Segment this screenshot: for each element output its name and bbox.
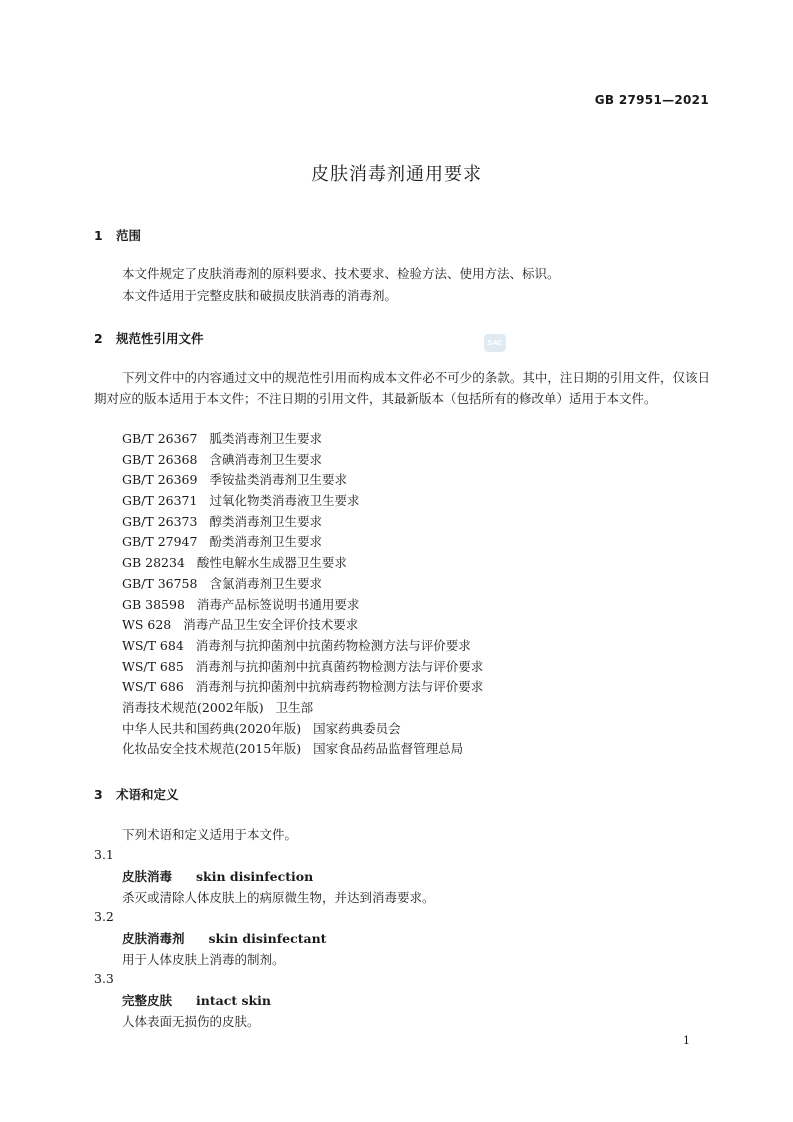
section-number: 1 bbox=[94, 228, 103, 243]
reference-title: 消毒剂与抗抑菌剂中抗病毒药物检测方法与评价要求 bbox=[195, 679, 484, 695]
reference-title: 国家食品药品监督管理总局 bbox=[313, 741, 464, 757]
reference-title: 胍类消毒剂卫生要求 bbox=[209, 431, 322, 446]
reference-title: 卫生部 bbox=[275, 699, 314, 715]
reference-title: 国家药典委员会 bbox=[313, 720, 401, 736]
page-number: 1 bbox=[683, 1034, 690, 1047]
term-english: intact skin bbox=[196, 993, 271, 1008]
section-1-heading bbox=[94, 226, 141, 244]
section-title: 规范性引用文件 bbox=[116, 331, 204, 346]
term-chinese: 皮肤消毒 bbox=[122, 869, 173, 884]
reference-item bbox=[122, 532, 483, 553]
reference-code: WS/T 685 bbox=[122, 658, 184, 674]
reference-code: GB/T 26367 bbox=[122, 431, 198, 446]
term-number: 3.1 bbox=[94, 847, 114, 862]
reference-title: 消毒剂与抗抑菌剂中抗真菌药物检测方法与评价要求 bbox=[195, 658, 484, 674]
reference-item bbox=[122, 657, 483, 678]
reference-item bbox=[122, 595, 483, 616]
reference-code: WS 628 bbox=[122, 617, 172, 633]
reference-item bbox=[122, 574, 483, 595]
reference-item bbox=[122, 636, 483, 657]
normative-references-intro: 下列文件中的内容通过文中的规范性引用而构成本文件必不可少的条款。其中，注日期的引用文件，仅该日期对应的版本适用于本文件；不注日期的引用文件，其最新版本（包括所有的修改单）适用于本文件。 bbox=[94, 370, 710, 406]
section-title: 术语和定义 bbox=[116, 787, 179, 802]
section-3-heading bbox=[94, 785, 179, 803]
reference-code: WS/T 684 bbox=[122, 637, 184, 653]
reference-item bbox=[122, 429, 483, 450]
reference-code: GB 38598 bbox=[122, 596, 185, 612]
term-english: skin disinfectant bbox=[208, 931, 327, 946]
term-definition: 人体表面无损伤的皮肤。 bbox=[122, 1014, 260, 1029]
section-number: 2 bbox=[94, 331, 103, 346]
reference-item bbox=[122, 470, 483, 491]
sac-watermark: SAC bbox=[484, 334, 506, 352]
reference-code: GB/T 26371 bbox=[122, 493, 198, 509]
scope-paragraph-1: 本文件规定了皮肤消毒剂的原料要求、技术要求、检验方法、使用方法、标识。 bbox=[122, 266, 560, 281]
term-number: 3.3 bbox=[94, 971, 114, 986]
section-number: 3 bbox=[94, 787, 103, 802]
reference-item bbox=[122, 677, 483, 698]
reference-code: 消毒技术规范(2002年版) bbox=[122, 699, 264, 715]
reference-item bbox=[122, 615, 483, 636]
term-heading bbox=[122, 991, 271, 1009]
term-heading bbox=[122, 867, 313, 885]
reference-title: 过氧化物类消毒液卫生要求 bbox=[209, 493, 360, 509]
reference-title: 醇类消毒剂卫生要求 bbox=[209, 513, 322, 529]
reference-item bbox=[122, 491, 483, 512]
reference-item bbox=[122, 553, 483, 574]
term-number: 3.2 bbox=[94, 909, 114, 924]
term-definition: 用于人体皮肤上消毒的制剂。 bbox=[122, 952, 285, 967]
term-chinese: 皮肤消毒剂 bbox=[122, 931, 185, 946]
reference-title: 酚类消毒剂卫生要求 bbox=[209, 534, 322, 550]
reference-item bbox=[122, 719, 483, 740]
reference-title: 季铵盐类消毒剂卫生要求 bbox=[209, 472, 347, 488]
document-title: 皮肤消毒剂通用要求 bbox=[311, 164, 482, 185]
reference-code: 化妆品安全技术规范(2015年版) bbox=[122, 741, 302, 757]
reference-code: GB/T 26369 bbox=[122, 472, 198, 488]
scope-paragraph-2: 本文件适用于完整皮肤和破损皮肤消毒的消毒剂。 bbox=[122, 288, 398, 303]
term-chinese: 完整皮肤 bbox=[122, 993, 173, 1008]
reference-item bbox=[122, 698, 483, 719]
reference-code: GB/T 36758 bbox=[122, 575, 198, 591]
reference-title: 含氯消毒剂卫生要求 bbox=[209, 575, 322, 591]
reference-title: 含碘消毒剂卫生要求 bbox=[209, 451, 322, 467]
standard-number: GB 27951—2021 bbox=[594, 93, 709, 107]
reference-code: GB/T 26368 bbox=[122, 451, 198, 467]
section-title: 范围 bbox=[116, 228, 142, 243]
term-english: skin disinfection bbox=[196, 869, 314, 884]
terms-intro: 下列术语和定义适用于本文件。 bbox=[122, 827, 298, 842]
section-2-heading bbox=[94, 329, 204, 347]
reference-title: 消毒剂与抗抑菌剂中抗菌药物检测方法与评价要求 bbox=[195, 637, 471, 653]
term-definition: 杀灭或清除人体皮肤上的病原微生物，并达到消毒要求。 bbox=[122, 890, 435, 905]
reference-title: 消毒产品标签说明书通用要求 bbox=[196, 596, 360, 612]
reference-title: 消毒产品卫生安全评价技术要求 bbox=[183, 617, 359, 633]
reference-code: WS/T 686 bbox=[122, 679, 184, 695]
reference-list bbox=[122, 429, 483, 760]
reference-code: 中华人民共和国药典(2020年版) bbox=[122, 720, 302, 736]
reference-title: 酸性电解水生成器卫生要求 bbox=[196, 555, 347, 571]
term-heading bbox=[122, 929, 326, 947]
reference-code: GB/T 27947 bbox=[122, 534, 198, 550]
reference-item bbox=[122, 450, 483, 471]
reference-item bbox=[122, 739, 483, 760]
reference-code: GB/T 26373 bbox=[122, 513, 198, 529]
reference-code: GB 28234 bbox=[122, 555, 185, 571]
reference-item bbox=[122, 512, 483, 533]
